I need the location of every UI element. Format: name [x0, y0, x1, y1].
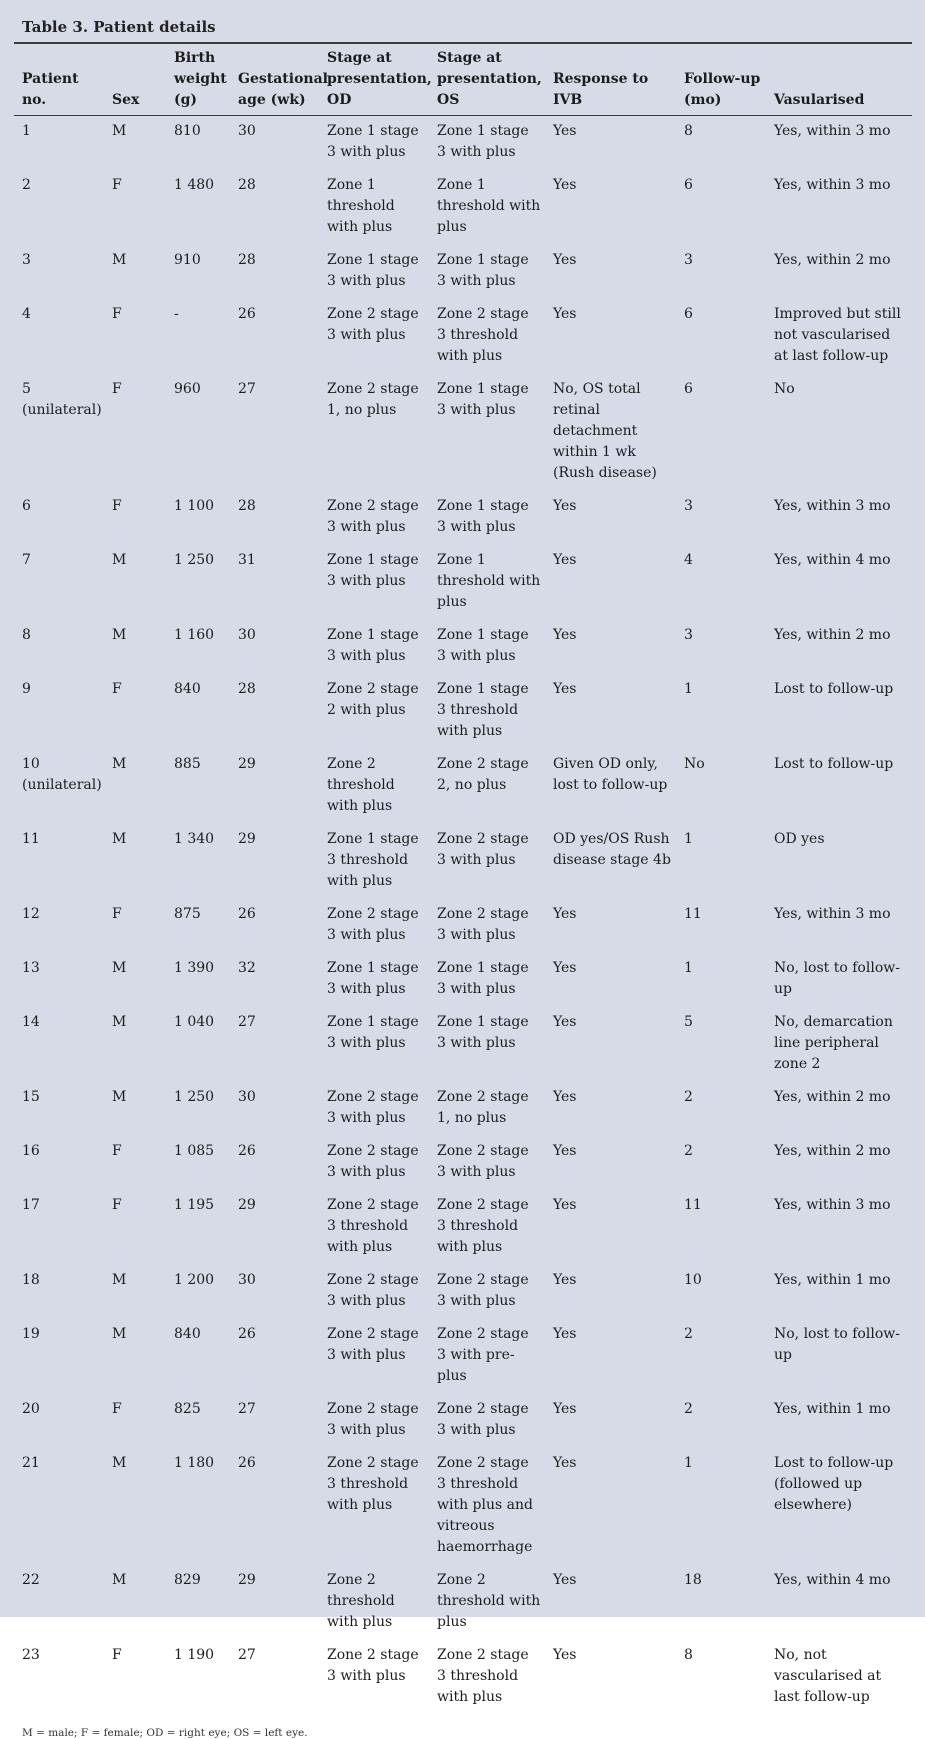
cell-patient-no: 3 — [22, 252, 31, 268]
cell-stage-od: Zone 2 stage 3 with plus — [327, 306, 419, 343]
cell-vascularised: Yes, within 3 mo — [774, 906, 891, 922]
cell-response: Yes — [553, 123, 577, 139]
cell-birth-weight: 885 — [174, 756, 201, 772]
cell-birth-weight: 840 — [174, 1326, 201, 1342]
cell-birth-weight: 1 250 — [174, 1089, 215, 1105]
cell-stage-os: Zone 2 stage 3 threshold with plus — [437, 1647, 529, 1705]
cell-stage-os: Zone 1 threshold with plus — [437, 552, 541, 610]
cell-follow-up: 8 — [684, 1647, 693, 1663]
cell-follow-up: 3 — [684, 498, 693, 514]
cell-stage-os: Zone 2 stage 3 with plus — [437, 1272, 529, 1309]
cell-response: Yes — [553, 177, 577, 193]
cell-stage-os: Zone 2 stage 3 with plus — [437, 1401, 529, 1438]
cell-response: Yes — [553, 252, 577, 268]
table-row — [14, 374, 912, 491]
cell-patient-no: 14 — [22, 1014, 40, 1030]
cell-sex: F — [112, 306, 122, 322]
cell-birth-weight: 810 — [174, 123, 201, 139]
cell-gestational-age: 26 — [238, 1326, 256, 1342]
cell-birth-weight: 960 — [174, 381, 201, 397]
cell-vascularised: Yes, within 1 mo — [774, 1272, 891, 1288]
table-row — [14, 674, 912, 749]
cell-gestational-age: 27 — [238, 1647, 256, 1663]
cell-patient-no: 17 — [22, 1197, 40, 1213]
table-row — [14, 1394, 912, 1448]
cell-patient-no: 13 — [22, 960, 40, 976]
cell-stage-os: Zone 2 stage 2, no plus — [437, 756, 529, 793]
table-row — [14, 116, 912, 171]
cell-response: Yes — [553, 1401, 577, 1417]
cell-stage-os: Zone 1 stage 3 with plus — [437, 1014, 529, 1051]
col-header-stage-od: Stage at presentation, OD — [319, 44, 429, 116]
cell-birth-weight: 1 195 — [174, 1197, 215, 1213]
cell-stage-od: Zone 2 stage 1, no plus — [327, 381, 419, 418]
cell-response: Yes — [553, 552, 577, 568]
cell-sex: M — [112, 756, 127, 772]
cell-patient-no: 9 — [22, 681, 31, 697]
cell-stage-os: Zone 2 stage 3 with pre-plus — [437, 1326, 529, 1384]
cell-sex: M — [112, 552, 127, 568]
cell-birth-weight: 1 160 — [174, 627, 215, 643]
cell-stage-os: Zone 1 stage 3 with plus — [437, 627, 529, 664]
cell-birth-weight: 1 250 — [174, 552, 215, 568]
cell-follow-up: No — [684, 756, 705, 772]
cell-response: Yes — [553, 306, 577, 322]
cell-response: Yes — [553, 1572, 577, 1588]
cell-gestational-age: 26 — [238, 1143, 256, 1159]
cell-patient-no: 18 — [22, 1272, 40, 1288]
cell-follow-up: 6 — [684, 177, 693, 193]
cell-follow-up: 10 — [684, 1272, 702, 1288]
cell-vascularised: Yes, within 3 mo — [774, 498, 891, 514]
cell-stage-os: Zone 2 stage 3 with plus — [437, 1143, 529, 1180]
cell-response: Yes — [553, 960, 577, 976]
table-row — [14, 170, 912, 245]
cell-stage-od: Zone 2 stage 3 threshold with plus — [327, 1455, 419, 1513]
cell-sex: F — [112, 1401, 122, 1417]
cell-vascularised: Improved but still not vascularised at last follow-up — [774, 306, 901, 364]
cell-birth-weight: 1 200 — [174, 1272, 215, 1288]
cell-sex: F — [112, 177, 122, 193]
cell-follow-up: 2 — [684, 1326, 693, 1342]
cell-stage-os: Zone 1 stage 3 with plus — [437, 381, 529, 418]
cell-patient-no: 10 (unilateral) — [22, 756, 102, 793]
cell-vascularised: No, demarcation line peripheral zone 2 — [774, 1014, 893, 1072]
cell-gestational-age: 26 — [238, 1455, 256, 1471]
cell-response: Given OD only, lost to follow-up — [553, 756, 668, 793]
cell-vascularised: Yes, within 2 mo — [774, 1089, 891, 1105]
cell-stage-os: Zone 1 stage 3 threshold with plus — [437, 681, 529, 739]
cell-response: Yes — [553, 681, 577, 697]
cell-stage-os: Zone 2 stage 3 threshold with plus — [437, 306, 529, 364]
cell-gestational-age: 29 — [238, 1197, 256, 1213]
cell-patient-no: 5 (unilateral) — [22, 381, 102, 418]
cell-stage-od: Zone 2 stage 3 with plus — [327, 1089, 419, 1126]
cell-birth-weight: 1 085 — [174, 1143, 215, 1159]
cell-gestational-age: 27 — [238, 1014, 256, 1030]
cell-gestational-age: 31 — [238, 552, 256, 568]
cell-vascularised: Yes, within 3 mo — [774, 123, 891, 139]
cell-sex: M — [112, 1326, 127, 1342]
cell-response: OD yes/OS Rush disease stage 4b — [553, 831, 671, 868]
cell-gestational-age: 26 — [238, 306, 256, 322]
cell-vascularised: No — [774, 381, 795, 397]
table-row — [14, 953, 912, 1007]
cell-patient-no: 23 — [22, 1647, 40, 1663]
col-header-stage-os: Stage at presentation, OS — [429, 44, 545, 116]
cell-stage-od: Zone 2 threshold with plus — [327, 756, 395, 814]
cell-stage-od: Zone 1 threshold with plus — [327, 177, 395, 235]
cell-birth-weight: 1 190 — [174, 1647, 215, 1663]
cell-vascularised: Yes, within 1 mo — [774, 1401, 891, 1417]
cell-follow-up: 2 — [684, 1143, 693, 1159]
cell-gestational-age: 30 — [238, 123, 256, 139]
cell-stage-os: Zone 2 stage 3 threshold with plus and vitreous haemorrhage — [437, 1455, 533, 1555]
cell-stage-os: Zone 1 stage 3 with plus — [437, 498, 529, 535]
cell-follow-up: 3 — [684, 252, 693, 268]
cell-vascularised: No, lost to follow-up — [774, 960, 900, 997]
table-row — [14, 749, 912, 824]
cell-response: Yes — [553, 498, 577, 514]
table-row — [14, 299, 912, 374]
cell-patient-no: 8 — [22, 627, 31, 643]
col-header-sex: Sex — [104, 44, 166, 116]
cell-stage-os: Zone 2 stage 3 threshold with plus — [437, 1197, 529, 1255]
table-row — [14, 1565, 912, 1640]
cell-follow-up: 1 — [684, 960, 693, 976]
table-row — [14, 1319, 912, 1394]
col-header-response: Response to IVB — [545, 44, 676, 116]
cell-stage-os: Zone 2 threshold with plus — [437, 1572, 541, 1630]
cell-gestational-age: 28 — [238, 498, 256, 514]
cell-sex: M — [112, 831, 127, 847]
cell-sex: M — [112, 123, 127, 139]
cell-follow-up: 2 — [684, 1401, 693, 1417]
cell-birth-weight: - — [174, 306, 179, 322]
table-row — [14, 1190, 912, 1265]
cell-gestational-age: 27 — [238, 1401, 256, 1417]
cell-sex: F — [112, 681, 122, 697]
cell-patient-no: 19 — [22, 1326, 40, 1342]
cell-follow-up: 18 — [684, 1572, 702, 1588]
cell-follow-up: 5 — [684, 1014, 693, 1030]
cell-stage-od: Zone 2 stage 3 with plus — [327, 1143, 419, 1180]
cell-gestational-age: 27 — [238, 381, 256, 397]
cell-gestational-age: 28 — [238, 681, 256, 697]
cell-stage-od: Zone 2 stage 3 with plus — [327, 1272, 419, 1309]
cell-birth-weight: 1 390 — [174, 960, 215, 976]
cell-sex: F — [112, 1647, 122, 1663]
cell-stage-od: Zone 1 stage 3 with plus — [327, 552, 419, 589]
cell-vascularised: Yes, within 4 mo — [774, 552, 891, 568]
cell-sex: M — [112, 1272, 127, 1288]
cell-sex: F — [112, 1143, 122, 1159]
cell-stage-od: Zone 2 stage 3 with plus — [327, 906, 419, 943]
cell-sex: M — [112, 1572, 127, 1588]
cell-gestational-age: 29 — [238, 1572, 256, 1588]
cell-follow-up: 11 — [684, 906, 702, 922]
cell-follow-up: 8 — [684, 123, 693, 139]
cell-response: Yes — [553, 1089, 577, 1105]
cell-patient-no: 1 — [22, 123, 31, 139]
cell-gestational-age: 30 — [238, 627, 256, 643]
cell-birth-weight: 1 340 — [174, 831, 215, 847]
table-row — [14, 1007, 912, 1082]
col-header-vascularised: Vasularised — [766, 44, 912, 116]
cell-response: Yes — [553, 1143, 577, 1159]
cell-stage-od: Zone 1 stage 3 with plus — [327, 960, 419, 997]
cell-stage-os: Zone 2 stage 3 with plus — [437, 906, 529, 943]
cell-follow-up: 6 — [684, 306, 693, 322]
cell-follow-up: 3 — [684, 627, 693, 643]
cell-stage-od: Zone 1 stage 3 with plus — [327, 627, 419, 664]
cell-sex: M — [112, 1089, 127, 1105]
cell-stage-od: Zone 2 stage 3 with plus — [327, 498, 419, 535]
cell-follow-up: 1 — [684, 831, 693, 847]
cell-patient-no: 22 — [22, 1572, 40, 1588]
cell-sex: F — [112, 381, 122, 397]
cell-vascularised: No, lost to follow-up — [774, 1326, 900, 1363]
cell-patient-no: 11 — [22, 831, 40, 847]
cell-gestational-age: 29 — [238, 831, 256, 847]
cell-follow-up: 11 — [684, 1197, 702, 1213]
cell-follow-up: 1 — [684, 1455, 693, 1471]
cell-follow-up: 6 — [684, 381, 693, 397]
cell-gestational-age: 26 — [238, 906, 256, 922]
table-footnote: M = male; F = female; OD = right eye; OS = left eye. — [22, 1727, 308, 1739]
cell-patient-no: 21 — [22, 1455, 40, 1471]
cell-vascularised: Yes, within 2 mo — [774, 1143, 891, 1159]
cell-birth-weight: 1 180 — [174, 1455, 215, 1471]
cell-birth-weight: 840 — [174, 681, 201, 697]
cell-vascularised: Yes, within 2 mo — [774, 627, 891, 643]
cell-vascularised: Yes, within 3 mo — [774, 1197, 891, 1213]
cell-birth-weight: 825 — [174, 1401, 201, 1417]
cell-stage-od: Zone 2 threshold with plus — [327, 1572, 395, 1630]
cell-follow-up: 1 — [684, 681, 693, 697]
patient-details-table — [14, 44, 912, 1715]
cell-gestational-age: 28 — [238, 177, 256, 193]
cell-response: Yes — [553, 1272, 577, 1288]
cell-birth-weight: 875 — [174, 906, 201, 922]
cell-gestational-age: 30 — [238, 1089, 256, 1105]
col-header-follow-up: Follow-up (mo) — [676, 44, 766, 116]
col-header-patient-no: Patient no. — [14, 44, 104, 116]
cell-response: Yes — [553, 1647, 577, 1663]
cell-birth-weight: 1 100 — [174, 498, 215, 514]
col-header-gestational-age: Gestational age (wk) — [230, 44, 319, 116]
cell-patient-no: 15 — [22, 1089, 40, 1105]
cell-vascularised: Lost to follow-up — [774, 756, 894, 772]
cell-stage-od: Zone 1 stage 3 threshold with plus — [327, 831, 419, 889]
cell-stage-od: Zone 2 stage 3 with plus — [327, 1326, 419, 1363]
cell-patient-no: 20 — [22, 1401, 40, 1417]
cell-patient-no: 2 — [22, 177, 31, 193]
cell-gestational-age: 30 — [238, 1272, 256, 1288]
table-title: Table 3. Patient details — [22, 18, 216, 36]
cell-patient-no: 6 — [22, 498, 31, 514]
cell-stage-od: Zone 1 stage 3 with plus — [327, 1014, 419, 1051]
cell-patient-no: 4 — [22, 306, 31, 322]
cell-sex: F — [112, 906, 122, 922]
cell-stage-os: Zone 2 stage 3 with plus — [437, 831, 529, 868]
header-row — [14, 44, 912, 116]
cell-stage-os: Zone 1 threshold with plus — [437, 177, 541, 235]
table-row — [14, 1448, 912, 1565]
cell-sex: M — [112, 252, 127, 268]
cell-stage-od: Zone 2 stage 3 with plus — [327, 1401, 419, 1438]
table-row — [14, 1136, 912, 1190]
cell-response: Yes — [553, 1455, 577, 1471]
cell-follow-up: 4 — [684, 552, 693, 568]
cell-sex: M — [112, 627, 127, 643]
cell-response: No, OS total retinal detachment within 1 wk (Rush disease) — [553, 381, 657, 481]
cell-stage-od: Zone 2 stage 3 with plus — [327, 1647, 419, 1684]
cell-birth-weight: 829 — [174, 1572, 201, 1588]
table-row — [14, 545, 912, 620]
cell-response: Yes — [553, 1326, 577, 1342]
cell-response: Yes — [553, 1197, 577, 1213]
cell-patient-no: 16 — [22, 1143, 40, 1159]
cell-sex: M — [112, 960, 127, 976]
cell-vascularised: Lost to follow-up — [774, 681, 894, 697]
cell-vascularised: Lost to follow-up (followed up elsewhere) — [774, 1455, 894, 1513]
table-row — [14, 1265, 912, 1319]
cell-stage-os: Zone 2 stage 1, no plus — [437, 1089, 529, 1126]
cell-response: Yes — [553, 906, 577, 922]
cell-response: Yes — [553, 627, 577, 643]
table-row — [14, 620, 912, 674]
cell-sex: F — [112, 1197, 122, 1213]
cell-gestational-age: 29 — [238, 756, 256, 772]
cell-stage-od: Zone 2 stage 3 threshold with plus — [327, 1197, 419, 1255]
cell-sex: F — [112, 498, 122, 514]
cell-sex: M — [112, 1455, 127, 1471]
cell-patient-no: 12 — [22, 906, 40, 922]
cell-stage-od: Zone 1 stage 3 with plus — [327, 123, 419, 160]
cell-vascularised: OD yes — [774, 831, 825, 847]
cell-gestational-age: 32 — [238, 960, 256, 976]
table-row — [14, 899, 912, 953]
cell-vascularised: Yes, within 4 mo — [774, 1572, 891, 1588]
cell-stage-os: Zone 1 stage 3 with plus — [437, 960, 529, 997]
cell-vascularised: Yes, within 3 mo — [774, 177, 891, 193]
cell-stage-os: Zone 1 stage 3 with plus — [437, 123, 529, 160]
cell-stage-os: Zone 1 stage 3 with plus — [437, 252, 529, 289]
cell-birth-weight: 910 — [174, 252, 201, 268]
cell-vascularised: No, not vascularised at last follow-up — [774, 1647, 882, 1705]
cell-vascularised: Yes, within 2 mo — [774, 252, 891, 268]
cell-birth-weight: 1 480 — [174, 177, 215, 193]
cell-sex: M — [112, 1014, 127, 1030]
table-row — [14, 245, 912, 299]
cell-stage-od: Zone 2 stage 2 with plus — [327, 681, 419, 718]
col-header-birth-weight: Birth weight (g) — [166, 44, 230, 116]
cell-stage-od: Zone 1 stage 3 with plus — [327, 252, 419, 289]
table-row — [14, 1082, 912, 1136]
cell-patient-no: 7 — [22, 552, 31, 568]
cell-response: Yes — [553, 1014, 577, 1030]
table-row — [14, 491, 912, 545]
cell-gestational-age: 28 — [238, 252, 256, 268]
table-body — [14, 116, 912, 1716]
cell-follow-up: 2 — [684, 1089, 693, 1105]
table-row — [14, 1640, 912, 1715]
table-row — [14, 824, 912, 899]
cell-birth-weight: 1 040 — [174, 1014, 215, 1030]
